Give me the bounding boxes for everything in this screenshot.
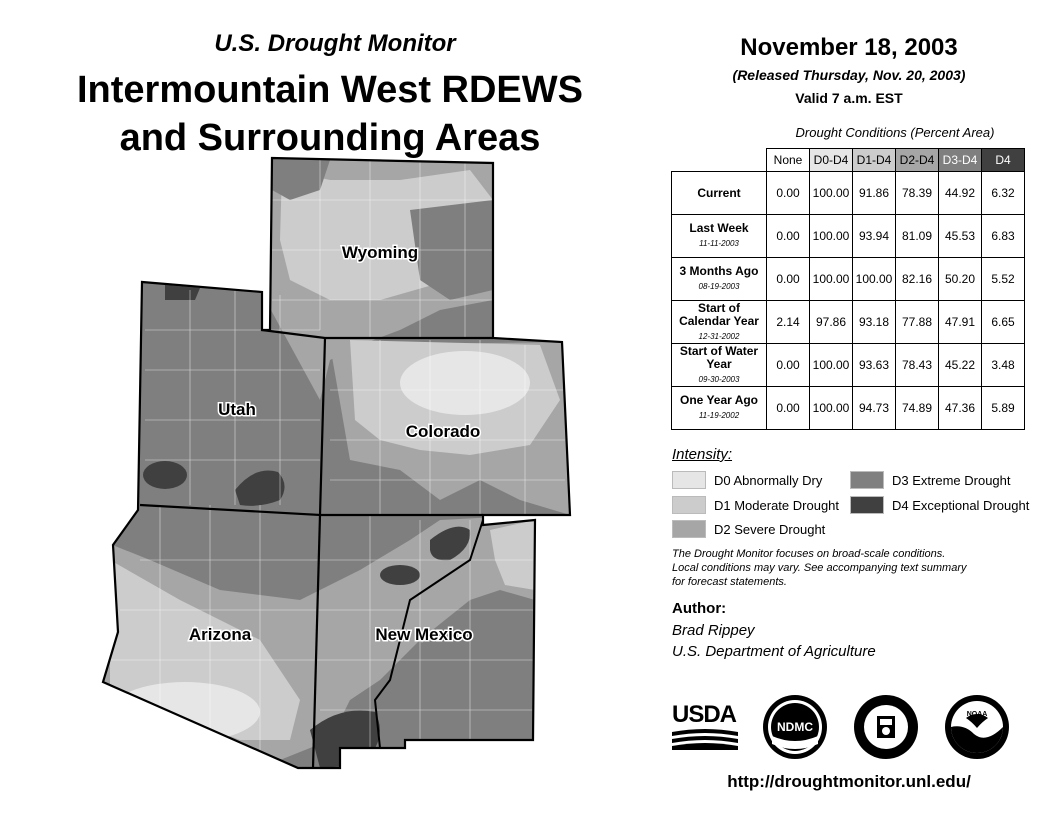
table-cell: 74.89 <box>896 387 939 430</box>
legend-item-d1 <box>672 496 839 514</box>
map-title-line1: Intermountain West RDEWS <box>77 69 583 111</box>
table-cell: 100.00 <box>810 172 853 215</box>
legend-item-d4 <box>850 496 1029 514</box>
legend-title: Intensity: <box>672 446 733 463</box>
state-label-wyoming: Wyoming <box>341 243 419 262</box>
table-cell: 5.89 <box>982 387 1025 430</box>
legend-swatch-d1 <box>672 496 706 514</box>
table-cell: 78.43 <box>896 344 939 387</box>
release-date: (Released Thursday, Nov. 20, 2003) <box>732 67 966 83</box>
column-header-d1-d4: D1-D4 <box>853 149 896 172</box>
row-label <box>672 387 767 430</box>
column-header-d0-d4: D0-D4 <box>810 149 853 172</box>
author-name: Brad Rippey <box>672 622 755 639</box>
state-label-colorado: Colorado <box>405 422 481 441</box>
row-date: 12-31-2002 <box>698 331 740 341</box>
table-cell: 6.83 <box>982 215 1025 258</box>
table-cell: 0.00 <box>767 172 810 215</box>
table-cell: 0.00 <box>767 387 810 430</box>
map-subtitle: U.S. Drought Monitor <box>214 30 456 57</box>
state-label-new-mexico: New Mexico <box>375 625 473 644</box>
row-label-text: 3 Months Ago <box>679 264 759 278</box>
disclaimer-note <box>672 547 1032 589</box>
table-cell: 45.22 <box>939 344 982 387</box>
table-cell: 100.00 <box>810 387 853 430</box>
drought-map <box>90 150 580 775</box>
table-cell: 100.00 <box>853 258 896 301</box>
state-label-arizona: Arizona <box>188 625 252 644</box>
row-date: 08-19-2003 <box>698 282 740 291</box>
legend-swatch-d0 <box>672 471 706 489</box>
table-cell: 97.86 <box>810 301 853 344</box>
state-label-utah: Utah <box>218 400 256 419</box>
legend-item-d3 <box>850 471 1011 489</box>
ndmc-logo-text: NDMC <box>777 720 813 734</box>
table-cell: 81.09 <box>896 215 939 258</box>
legend-label-d3: D3 Extreme Drought <box>892 472 1011 488</box>
table-cell: 3.48 <box>982 344 1025 387</box>
commerce-seal-icon <box>853 694 919 760</box>
table-cell: 44.92 <box>939 172 982 215</box>
table-cell: 0.00 <box>767 215 810 258</box>
legend-swatch-d3 <box>850 471 884 489</box>
footer-url-link[interactable]: http://droughtmonitor.unl.edu/ <box>727 772 971 791</box>
table-row <box>672 344 1025 387</box>
table-cell: 50.20 <box>939 258 982 301</box>
table-row <box>672 172 1025 215</box>
table-row <box>672 215 1025 258</box>
legend-swatch-d2 <box>672 520 706 538</box>
column-header-d4: D4 <box>982 149 1025 172</box>
table-corner <box>672 149 767 172</box>
noaa-logo <box>944 694 1010 760</box>
table-cell: 100.00 <box>810 344 853 387</box>
table-cell: 93.94 <box>853 215 896 258</box>
table-cell: 2.14 <box>767 301 810 344</box>
valid-time: Valid 7 a.m. EST <box>795 90 903 106</box>
legend-label-d0: D0 Abnormally Dry <box>714 472 823 488</box>
row-label <box>672 301 767 344</box>
usda-logo-graphic <box>672 728 738 750</box>
legend-item-d2 <box>672 520 825 538</box>
table-header-row <box>672 149 1025 172</box>
table-row <box>672 301 1025 344</box>
author-block <box>672 620 876 662</box>
row-label-text: One Year Ago <box>679 393 759 407</box>
table-cell: 77.88 <box>896 301 939 344</box>
legend-item-d0 <box>672 471 822 489</box>
table-cell: 6.65 <box>982 301 1025 344</box>
usda-logo <box>672 702 738 750</box>
column-header-none: None <box>767 149 810 172</box>
author-org: U.S. Department of Agriculture <box>672 643 876 660</box>
column-header-d2-d4: D2-D4 <box>896 149 939 172</box>
table-cell: 45.53 <box>939 215 982 258</box>
legend-swatch-d4 <box>850 496 884 514</box>
map-title-line2: and Surrounding Areas <box>119 117 541 159</box>
table-row <box>672 387 1025 430</box>
row-label-text: Start of Water Year <box>679 343 759 371</box>
ndmc-logo <box>762 694 828 760</box>
table-cell: 93.63 <box>853 344 896 387</box>
table-cell: 82.16 <box>896 258 939 301</box>
table-cell: 0.00 <box>767 258 810 301</box>
row-label <box>672 172 767 215</box>
noaa-logo-text: NOAA <box>966 711 988 718</box>
usda-logo-text: USDA <box>672 701 737 728</box>
table-cell: 78.39 <box>896 172 939 215</box>
table-cell: 93.18 <box>853 301 896 344</box>
table-row <box>672 258 1025 301</box>
map-date: November 18, 2003 <box>740 34 958 61</box>
column-header-d3-d4: D3-D4 <box>939 149 982 172</box>
row-label-text: Last Week <box>689 221 749 235</box>
row-label-text: Current <box>697 185 741 200</box>
note-line3: for forecast statements. <box>672 576 787 588</box>
table-cell: 91.86 <box>853 172 896 215</box>
table-cell: 47.91 <box>939 301 982 344</box>
table-cell: 5.52 <box>982 258 1025 301</box>
author-heading: Author: <box>672 600 727 617</box>
map-title <box>30 66 630 162</box>
row-label <box>672 215 767 258</box>
row-label <box>672 344 767 387</box>
row-date: 11-11-2003 <box>699 239 739 248</box>
drought-conditions-table <box>671 148 1025 430</box>
note-line2: Local conditions may vary. See accompanying text summary <box>672 562 967 574</box>
table-cell: 6.32 <box>982 172 1025 215</box>
note-line1: The Drought Monitor focuses on broad-scale conditions. <box>672 548 946 560</box>
row-label-text: Start of Calendar Year <box>679 300 759 328</box>
table-cell: 94.73 <box>853 387 896 430</box>
legend-label-d2: D2 Severe Drought <box>714 521 826 537</box>
row-date: 09-30-2003 <box>698 374 740 384</box>
table-caption: Drought Conditions (Percent Area) <box>795 125 995 140</box>
drought-intensity-layer <box>90 150 580 775</box>
row-date: 11-19-2002 <box>698 411 740 420</box>
table-cell: 100.00 <box>810 258 853 301</box>
table-cell: 100.00 <box>810 215 853 258</box>
table-cell: 0.00 <box>767 344 810 387</box>
table-cell: 47.36 <box>939 387 982 430</box>
row-label <box>672 258 767 301</box>
legend-label-d1: D1 Moderate Drought <box>714 497 840 513</box>
legend-label-d4: D4 Exceptional Drought <box>892 497 1030 513</box>
